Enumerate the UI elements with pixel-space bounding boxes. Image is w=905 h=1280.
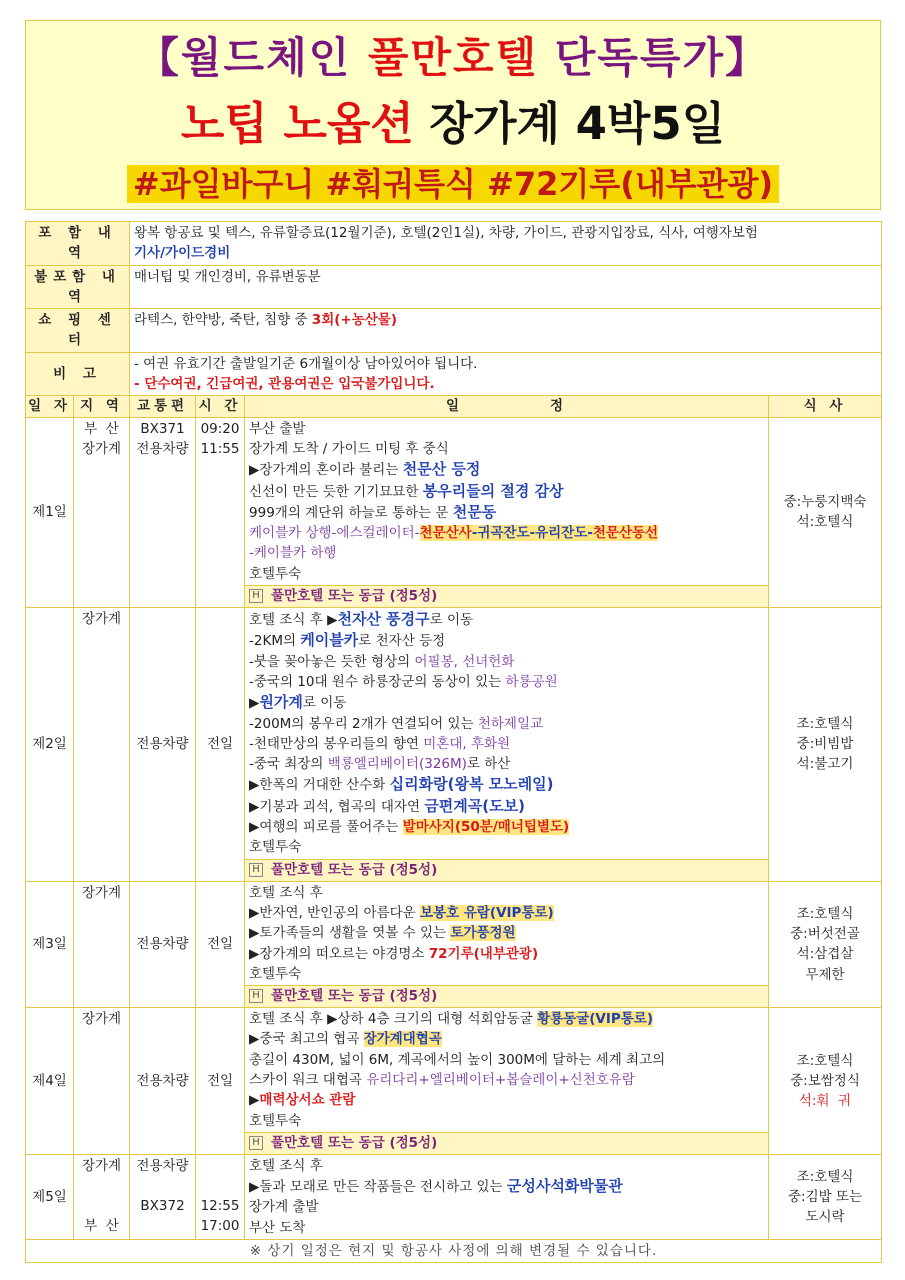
attraction: 유리다리+엘리베이터+봅슬레이+신천호유람 bbox=[366, 1071, 635, 1088]
attraction: 천문산 등정 bbox=[402, 460, 481, 479]
meal-cell bbox=[769, 608, 882, 882]
time: 전일 bbox=[196, 1008, 245, 1155]
schedule-text: -천태만상의 봉우리들의 향연 bbox=[249, 735, 424, 752]
col-meal: 식 사 bbox=[769, 396, 882, 417]
schedule-line bbox=[249, 714, 764, 734]
schedule-text: 스카이 워크 대협곡 bbox=[249, 1071, 367, 1088]
schedule-cell bbox=[245, 881, 769, 1007]
include-label: 포 함 내 역 bbox=[26, 222, 130, 266]
meal: 도시락 bbox=[805, 1209, 845, 1226]
region-cell bbox=[74, 417, 130, 607]
time: 12:55 bbox=[200, 1197, 240, 1214]
region: 장가계 bbox=[81, 440, 122, 457]
schedule-text: 호텔 조식 후 ▶상하 4층 크기의 대형 석회암동굴 bbox=[249, 1011, 538, 1028]
schedule-cell bbox=[245, 608, 769, 882]
schedule-line bbox=[249, 609, 764, 630]
col-region: 지 역 bbox=[74, 396, 130, 417]
schedule-line bbox=[249, 944, 764, 964]
hotel-line bbox=[245, 585, 769, 607]
hotel-name: 풀만호텔 또는 동급 (정5성) bbox=[271, 588, 438, 605]
title-hotel: 풀만호텔 bbox=[367, 33, 539, 82]
time: 09:20 bbox=[200, 420, 240, 437]
remark-label: 비 고 bbox=[26, 352, 130, 396]
attraction: 매력상서쇼 관람 bbox=[259, 1092, 356, 1109]
schedule-line: 호텔 조식 후 bbox=[249, 1157, 323, 1174]
info-remark-row bbox=[26, 352, 882, 396]
meal: 조:호텔식 bbox=[796, 715, 854, 732]
hotel-icon: H bbox=[249, 863, 263, 877]
attraction: 하룡공원 bbox=[505, 673, 558, 690]
day-label: 제3일 bbox=[26, 881, 74, 1007]
schedule-line: 부산 출발 bbox=[249, 420, 306, 437]
transport: BX372 bbox=[140, 1198, 185, 1215]
region: 장가계 bbox=[81, 1157, 122, 1174]
schedule-line: 호텔 조식 후 bbox=[249, 884, 323, 901]
meal-cell bbox=[769, 881, 882, 1007]
day-row-3 bbox=[26, 881, 882, 1007]
schedule-text: 신선이 만든 듯한 기기묘묘한 bbox=[249, 483, 423, 500]
meal: 조:호텔식 bbox=[796, 1052, 854, 1069]
info-include-row bbox=[26, 222, 882, 266]
transport: 전용차량 bbox=[136, 1157, 189, 1174]
hotel-line bbox=[245, 859, 769, 881]
schedule-text: 로 이동 bbox=[429, 612, 474, 629]
schedule-text: ▶ bbox=[249, 695, 260, 712]
schedule-text: ▶장가계의 떠오르는 야경명소 bbox=[249, 945, 429, 962]
schedule-line bbox=[249, 1029, 764, 1049]
schedule-cell bbox=[245, 417, 769, 607]
schedule-line bbox=[249, 754, 764, 774]
hotel-name: 풀만호텔 또는 동급 (정5성) bbox=[271, 988, 438, 1005]
day-row-1 bbox=[26, 417, 882, 607]
hotel-line bbox=[245, 985, 769, 1007]
meal-cell bbox=[769, 1008, 882, 1155]
schedule-cell bbox=[245, 1008, 769, 1155]
attraction: 봉우리들의 절경 감상 bbox=[422, 481, 564, 500]
schedule-line: 호텔투숙 bbox=[249, 565, 302, 582]
transport-cell bbox=[130, 1154, 196, 1239]
meal-cell bbox=[769, 417, 882, 607]
hotel-line bbox=[245, 1132, 769, 1154]
meal: 석:호텔식 bbox=[796, 514, 854, 531]
title-line-2 bbox=[26, 87, 880, 152]
hotel-icon: H bbox=[249, 589, 263, 603]
schedule-line: 장가계 도착 / 가이드 미팅 후 중식 bbox=[249, 440, 449, 457]
footer-note: ※ 상기 일정은 현지 및 항공사 사정에 의해 변경될 수 있습니다. bbox=[26, 1240, 882, 1263]
schedule-line bbox=[249, 817, 764, 837]
schedule-text: 로 천자산 등정 bbox=[358, 633, 446, 650]
attraction: 천문동 bbox=[452, 502, 497, 521]
schedule-text: 로 이동 bbox=[302, 695, 347, 712]
attraction: 토가풍정원 bbox=[450, 925, 516, 942]
title-line-1 bbox=[26, 25, 880, 85]
attraction: 황룡동굴(VIP통로) bbox=[537, 1011, 654, 1028]
schedule-line: 장가계 출발 bbox=[249, 1199, 319, 1216]
day-row-5 bbox=[26, 1154, 882, 1239]
region: 부 산 bbox=[84, 1218, 119, 1235]
schedule-line: 총길이 430M, 넓이 6M, 계곡에서의 높이 300M에 달하는 세계 최고의 bbox=[249, 1051, 666, 1068]
schedule-text: 케이블카 상행-에스컬레이터- bbox=[249, 525, 420, 542]
schedule-line bbox=[249, 923, 764, 943]
attraction: 보봉호 유람(VIP통로) bbox=[420, 904, 554, 921]
schedule-line bbox=[249, 1009, 764, 1029]
transport: 전용차량 bbox=[130, 881, 196, 1007]
meal: 무제한 bbox=[805, 966, 845, 983]
schedule-line bbox=[249, 1070, 764, 1090]
schedule-line: -케이블카 하행 bbox=[249, 545, 337, 562]
hotel-icon: H bbox=[249, 989, 263, 1003]
region: 장가계 bbox=[74, 608, 130, 882]
remark-2: - 단수여권, 긴급여권, 관용여권은 입국불가입니다. bbox=[134, 376, 435, 393]
title-line-3 bbox=[26, 159, 880, 205]
col-transport: 교통편 bbox=[130, 396, 196, 417]
attraction: 천문산사 bbox=[419, 525, 472, 542]
shopping-text bbox=[130, 309, 882, 353]
remark-text bbox=[130, 352, 882, 396]
day-label: 제1일 bbox=[26, 417, 74, 607]
col-date: 일 자 bbox=[26, 396, 74, 417]
transport-cell bbox=[130, 417, 196, 607]
schedule-text: ▶돌과 모래로 만든 작품들은 전시하고 있는 bbox=[249, 1179, 507, 1196]
attraction: 72기루(내부관광) bbox=[428, 945, 539, 962]
attraction: 천하제일교 bbox=[477, 715, 544, 732]
schedule-text: ▶반자연, 반인공의 아름다운 bbox=[249, 904, 421, 921]
schedule-text: 999개의 계단위 하늘로 통하는 문 bbox=[249, 504, 453, 521]
schedule-line bbox=[249, 692, 764, 713]
meal: 조:호텔식 bbox=[796, 1168, 854, 1185]
schedule-text: ▶토가족들의 생활을 엿볼 수 있는 bbox=[249, 925, 451, 942]
day-label: 제4일 bbox=[26, 1008, 74, 1155]
meal: 중:누룽지백숙 bbox=[783, 494, 867, 511]
transport: BX371 bbox=[140, 420, 185, 437]
schedule-line bbox=[249, 481, 764, 502]
title-no-tip: 노팁 노옵션 bbox=[180, 97, 414, 150]
transport: 전용차량 bbox=[130, 608, 196, 882]
schedule-line: 호텔투숙 bbox=[249, 839, 302, 856]
schedule-text: -중국 최장의 bbox=[249, 756, 328, 773]
info-shopping-row bbox=[26, 309, 882, 353]
meal: 중:보쌈정식 bbox=[790, 1072, 860, 1089]
table-header-row bbox=[26, 396, 882, 417]
schedule-line: 호텔투숙 bbox=[249, 1112, 302, 1129]
attraction: 발마사지(50분/매너팁별도) bbox=[402, 819, 570, 836]
schedule-text: -붓을 꽂아놓은 듯한 형상의 bbox=[249, 653, 415, 670]
title-banner bbox=[25, 20, 881, 210]
meal: 중:버섯전골 bbox=[790, 926, 860, 943]
shopping-label: 쇼 핑 센 터 bbox=[26, 309, 130, 353]
col-time: 시 간 bbox=[196, 396, 245, 417]
col-schedule: 일 정 bbox=[245, 396, 769, 417]
region-cell bbox=[74, 1154, 130, 1239]
schedule-line: 호텔투숙 bbox=[249, 965, 302, 982]
schedule-line bbox=[249, 774, 764, 795]
title-brand: 【월드체인 bbox=[136, 33, 368, 82]
attraction: 군성사석화박물관 bbox=[506, 1177, 623, 1196]
schedule-text: ▶기봉과 괴석, 협곡의 대자연 bbox=[249, 798, 425, 815]
day-label: 제2일 bbox=[26, 608, 74, 882]
schedule-line bbox=[249, 523, 764, 543]
transport: 전용차량 bbox=[130, 1008, 196, 1155]
time-cell bbox=[196, 1154, 245, 1239]
attraction: 케이블카 bbox=[300, 631, 359, 650]
shopping-count: 3회(+농산물) bbox=[311, 312, 398, 329]
schedule-text: 호텔 조식 후 ▶ bbox=[249, 612, 338, 629]
attraction: 백룡엘리베이터(326M) bbox=[327, 756, 467, 773]
time: 17:00 bbox=[200, 1218, 240, 1235]
footer-row bbox=[26, 1240, 882, 1263]
day-label: 제5일 bbox=[26, 1154, 74, 1239]
transport: 전용차량 bbox=[136, 440, 189, 457]
meal: 석:훠 궈 bbox=[798, 1093, 852, 1110]
schedule-line: 부산 도착 bbox=[249, 1219, 306, 1236]
hotel-name: 풀만호텔 또는 동급 (정5성) bbox=[271, 861, 438, 878]
exclude-label: 불포함 내역 bbox=[26, 265, 130, 309]
itinerary-table bbox=[25, 221, 882, 1263]
schedule-line bbox=[249, 734, 764, 754]
schedule-line bbox=[249, 459, 764, 480]
schedule-line bbox=[249, 652, 764, 672]
attraction: 금편계곡(도보) bbox=[424, 796, 525, 815]
remark-1: - 여권 유효기간 출발일기준 6개월이상 남아있어야 됩니다. bbox=[134, 355, 478, 372]
schedule-text: ▶장가계의 혼이라 불리는 bbox=[249, 462, 403, 479]
hashtags: #과일바구니 #훠궈특식 #72기루(내부관광) bbox=[127, 165, 779, 203]
day-row-2 bbox=[26, 608, 882, 882]
info-exclude-row bbox=[26, 265, 882, 309]
day-row-4 bbox=[26, 1008, 882, 1155]
meal: 석:불고기 bbox=[796, 756, 854, 773]
schedule-text: -2KM의 bbox=[249, 633, 301, 650]
schedule-line bbox=[249, 903, 764, 923]
hotel-name: 풀만호텔 또는 동급 (정5성) bbox=[271, 1134, 438, 1151]
schedule-line bbox=[249, 502, 764, 523]
schedule-line bbox=[249, 796, 764, 817]
title-trip: 장가계 4박5일 bbox=[413, 97, 726, 150]
meal: 중:비빔밥 bbox=[796, 736, 854, 753]
time: 11:55 bbox=[200, 440, 240, 457]
attraction: -귀곡잔도-유리잔도- bbox=[471, 525, 593, 542]
schedule-line bbox=[249, 1176, 764, 1197]
hotel-icon: H bbox=[249, 1136, 263, 1150]
attraction: 미혼대, 후화원 bbox=[423, 735, 511, 752]
include-text-2: 기사/가이드경비 bbox=[134, 245, 231, 262]
time-cell bbox=[196, 417, 245, 607]
attraction: 장가계대협곡 bbox=[363, 1031, 442, 1048]
attraction: 십리화랑(왕복 모노레일) bbox=[389, 775, 554, 794]
schedule-text: ▶ bbox=[249, 1092, 260, 1109]
include-text bbox=[130, 222, 882, 266]
schedule-line bbox=[249, 672, 764, 692]
title-special: 단독특가】 bbox=[538, 33, 770, 82]
meal-cell bbox=[769, 1154, 882, 1239]
time: 전일 bbox=[196, 881, 245, 1007]
region: 부 산 bbox=[84, 420, 119, 437]
exclude-text: 매너팁 및 개인경비, 유류변동분 bbox=[130, 265, 882, 309]
attraction: 천문산동선 bbox=[592, 525, 659, 542]
region: 장가계 bbox=[74, 881, 130, 1007]
schedule-text: ▶여행의 피로를 풀어주는 bbox=[249, 819, 403, 836]
schedule-text: -200M의 봉우리 2개가 연결되어 있는 bbox=[249, 715, 478, 732]
meal: 중:김밥 또는 bbox=[787, 1188, 863, 1205]
schedule-text: 로 하산 bbox=[466, 756, 511, 773]
schedule-line bbox=[249, 1090, 764, 1110]
attraction: 어필봉, 선녀헌화 bbox=[414, 653, 515, 670]
time: 전일 bbox=[196, 608, 245, 882]
schedule-line bbox=[249, 630, 764, 651]
include-text-1: 왕복 항공료 및 텍스, 유류할증료(12월기준), 호텔(2인1실), 차량, 가이드, 관광지입장료, 식사, 여행자보험 bbox=[134, 225, 758, 241]
region: 장가계 bbox=[74, 1008, 130, 1155]
attraction: 천자산 풍경구 bbox=[337, 610, 430, 629]
attraction: 원가계 bbox=[259, 693, 303, 712]
meal: 조:호텔식 bbox=[796, 905, 854, 922]
schedule-cell bbox=[245, 1154, 769, 1239]
shopping-list: 라텍스, 한약방, 죽탄, 침향 중 bbox=[134, 312, 312, 329]
meal: 석:삼겹살 bbox=[796, 946, 854, 963]
schedule-text: ▶한폭의 거대한 산수화 bbox=[249, 777, 390, 794]
schedule-text: -중국의 10대 원수 하룡장군의 동상이 있는 bbox=[249, 673, 506, 690]
schedule-text: ▶중국 최고의 협곡 bbox=[249, 1031, 364, 1048]
